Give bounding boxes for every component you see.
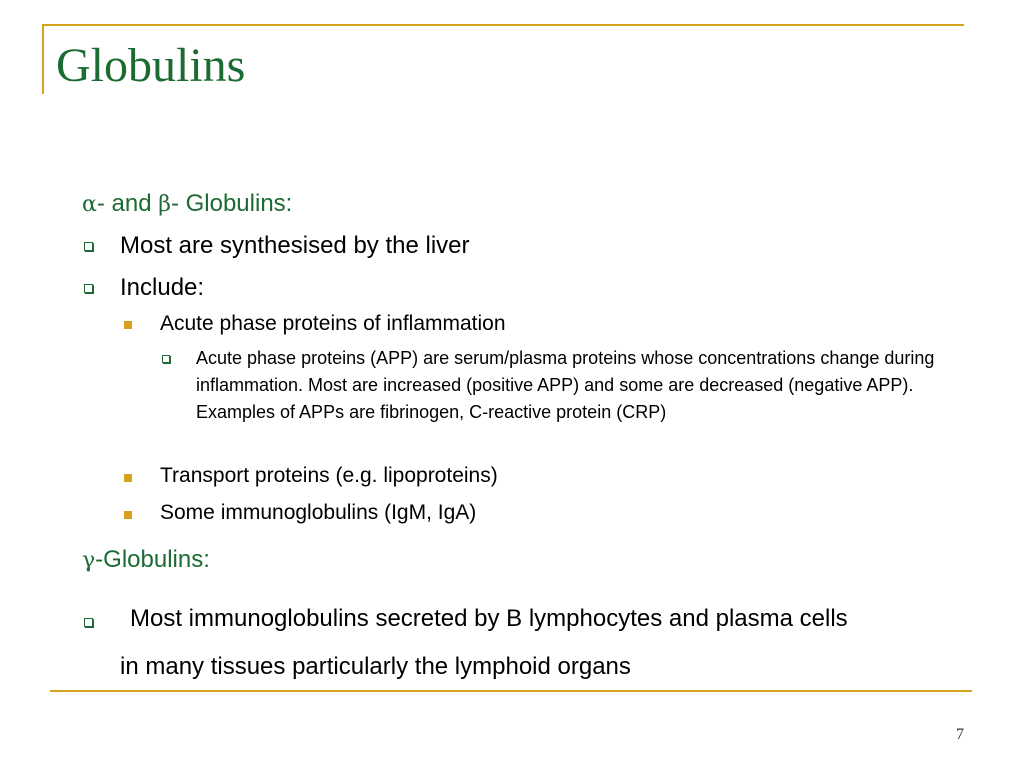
list-item-include: Include:	[120, 274, 205, 301]
box-bullet-icon	[84, 242, 93, 251]
list-item-acute-phase: Acute phase proteins of inflammation	[160, 312, 506, 335]
box-bullet-icon	[84, 618, 93, 627]
gamma-symbol: γ	[82, 548, 96, 573]
alpha-beta-heading-part1: - and	[96, 190, 159, 217]
list-item-synthesised: Most are synthesised by the liver	[120, 232, 470, 259]
gamma-heading	[82, 546, 210, 574]
footer-rule	[50, 690, 972, 692]
beta-symbol: β	[158, 192, 171, 217]
slide-title: Globulins	[56, 39, 246, 92]
gamma-bullet-line2: in many tissues particularly the lymphoid organs	[120, 653, 631, 680]
box-bullet-icon	[162, 355, 170, 363]
square-bullet-icon	[124, 511, 132, 519]
box-bullet-icon	[84, 284, 93, 293]
list-item-immunoglobulins: Some immunoglobulins (IgM, IgA)	[160, 501, 477, 524]
alpha-beta-heading	[82, 190, 292, 218]
square-bullet-icon	[124, 474, 132, 482]
gamma-heading-text: -Globulins:	[95, 546, 210, 573]
alpha-beta-heading-part2: - Globulins:	[170, 190, 293, 217]
gamma-bullet-line1: Most immunoglobulins secreted by B lymphocytes and plasma cells	[130, 605, 848, 632]
alpha-symbol: α	[82, 192, 97, 217]
square-bullet-icon	[124, 321, 132, 329]
page-number: 7	[956, 726, 964, 743]
app-description: Acute phase proteins (APP) are serum/plasma proteins whose concentrations change during inflammation. Most are increased (positive APP) and some are decreased (negative APP). Examples of APPs are fibrinogen, C-reactive protein (CRP)	[196, 348, 935, 422]
list-item-transport: Transport proteins (e.g. lipoproteins)	[160, 464, 498, 487]
